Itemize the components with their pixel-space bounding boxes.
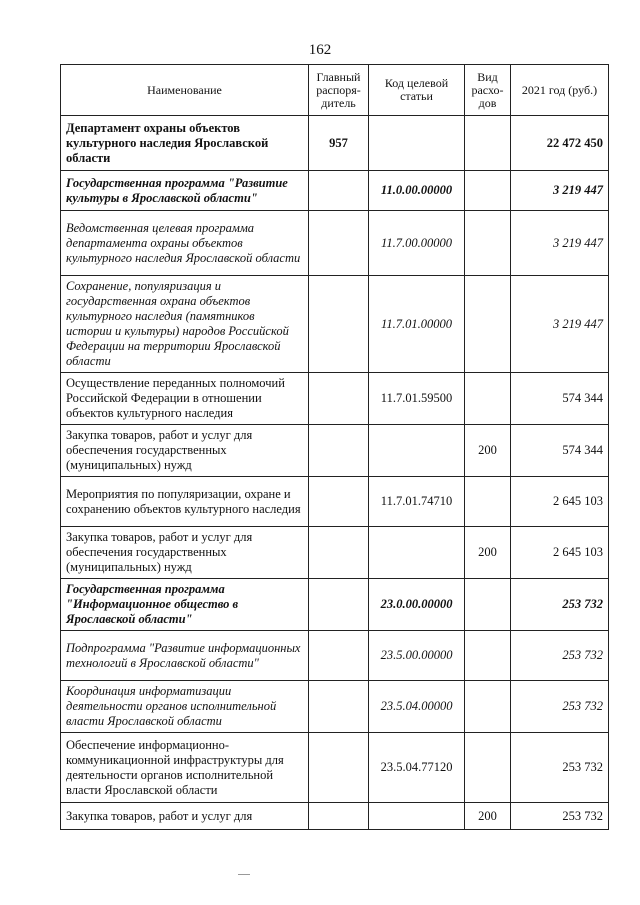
cell-code: 11.7.01.74710 [369, 477, 465, 527]
cell-code [369, 116, 465, 171]
cell-kind: 200 [465, 803, 511, 830]
cell-name: Государственная программа "Развитие культуры в Ярославской области" [61, 171, 309, 211]
cell-kind [465, 116, 511, 171]
table-row [61, 373, 609, 425]
footer-mark [238, 874, 250, 875]
header-name: Наименование [61, 65, 309, 116]
cell-chief [309, 803, 369, 830]
cell-name: Закупка товаров, работ и услуг для [61, 803, 309, 830]
cell-code: 11.0.00.00000 [369, 171, 465, 211]
cell-chief [309, 211, 369, 276]
cell-amount: 253 732 [511, 681, 609, 733]
table-row [61, 733, 609, 803]
cell-chief [309, 373, 369, 425]
table-row [61, 425, 609, 477]
header-kind: Вид расхо-дов [465, 65, 511, 116]
cell-chief [309, 733, 369, 803]
cell-kind [465, 477, 511, 527]
cell-chief [309, 631, 369, 681]
cell-amount: 253 732 [511, 803, 609, 830]
cell-name: Закупка товаров, работ и услуг для обеспечения государственных (муниципальных) нужд [61, 527, 309, 579]
cell-code: 23.5.04.77120 [369, 733, 465, 803]
table-row [61, 171, 609, 211]
cell-name: Обеспечение информационно-коммуникационной инфраструктуры для деятельности органов исполнительной власти Ярославской области [61, 733, 309, 803]
cell-name: Государственная программа "Информационное общество в Ярославской области" [61, 579, 309, 631]
cell-kind [465, 631, 511, 681]
cell-kind: 200 [465, 425, 511, 477]
cell-code: 23.5.00.00000 [369, 631, 465, 681]
table-row [61, 477, 609, 527]
header-code: Код целевой статьи [369, 65, 465, 116]
table-row [61, 211, 609, 276]
table-row [61, 681, 609, 733]
cell-code [369, 425, 465, 477]
cell-code: 23.0.00.00000 [369, 579, 465, 631]
header-amount: 2021 год (руб.) [511, 65, 609, 116]
cell-name: Подпрограмма "Развитие информационных технологий в Ярославской области" [61, 631, 309, 681]
cell-chief [309, 171, 369, 211]
cell-chief [309, 681, 369, 733]
cell-chief [309, 527, 369, 579]
cell-code: 11.7.00.00000 [369, 211, 465, 276]
table-row [61, 579, 609, 631]
cell-amount: 3 219 447 [511, 171, 609, 211]
table-row [61, 527, 609, 579]
cell-amount: 574 344 [511, 373, 609, 425]
cell-name: Осуществление переданных полномочий Российской Федерации в отношении объектов культурного наследия [61, 373, 309, 425]
cell-kind [465, 579, 511, 631]
header-chief: Главный распоря-дитель [309, 65, 369, 116]
cell-name: Ведомственная целевая программа департамента охраны объектов культурного наследия Ярославской области [61, 211, 309, 276]
cell-code [369, 803, 465, 830]
table-row [61, 276, 609, 373]
cell-amount: 253 732 [511, 631, 609, 681]
cell-kind [465, 171, 511, 211]
table-row [61, 116, 609, 171]
cell-amount: 574 344 [511, 425, 609, 477]
cell-name: Сохранение, популяризация и государственная охрана объектов культурного наследия (памятников истории и культуры) народов Российской Федерации на территории Ярославской области [61, 276, 309, 373]
cell-amount: 3 219 447 [511, 276, 609, 373]
cell-chief: 957 [309, 116, 369, 171]
cell-amount: 3 219 447 [511, 211, 609, 276]
cell-code: 11.7.01.00000 [369, 276, 465, 373]
cell-amount: 253 732 [511, 579, 609, 631]
cell-kind: 200 [465, 527, 511, 579]
table-row [61, 631, 609, 681]
table-row [61, 803, 609, 830]
cell-kind [465, 733, 511, 803]
cell-amount: 22 472 450 [511, 116, 609, 171]
cell-amount: 2 645 103 [511, 477, 609, 527]
cell-amount: 2 645 103 [511, 527, 609, 579]
cell-name: Координация информатизации деятельности органов исполнительной власти Ярославской области [61, 681, 309, 733]
page-number: 162 [308, 42, 332, 58]
cell-name: Закупка товаров, работ и услуг для обеспечения государственных (муниципальных) нужд [61, 425, 309, 477]
cell-chief [309, 276, 369, 373]
budget-table [60, 64, 609, 830]
cell-kind [465, 211, 511, 276]
cell-chief [309, 579, 369, 631]
cell-chief [309, 477, 369, 527]
cell-name: Мероприятия по популяризации, охране и сохранению объектов культурного наследия [61, 477, 309, 527]
cell-code [369, 527, 465, 579]
table-header-row [61, 65, 609, 116]
table-body [61, 116, 609, 830]
cell-code: 23.5.04.00000 [369, 681, 465, 733]
cell-chief [309, 425, 369, 477]
cell-name: Департамент охраны объектов культурного наследия Ярославской области [61, 116, 309, 171]
cell-kind [465, 373, 511, 425]
cell-amount: 253 732 [511, 733, 609, 803]
cell-kind [465, 681, 511, 733]
cell-kind [465, 276, 511, 373]
cell-code: 11.7.01.59500 [369, 373, 465, 425]
